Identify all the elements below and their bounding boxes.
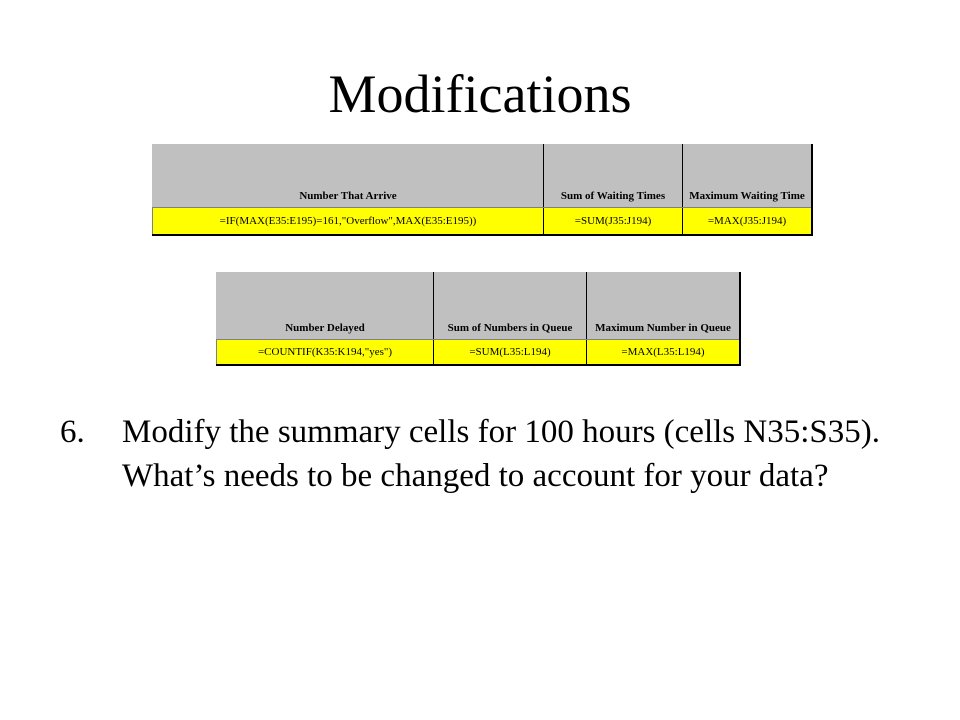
header-row xyxy=(217,272,741,340)
formula-row xyxy=(153,208,813,236)
item-number: 6. xyxy=(60,414,85,450)
instruction-item xyxy=(60,410,920,498)
summary-table-arrivals xyxy=(152,144,813,236)
header-row xyxy=(153,144,813,208)
summary-table-queue xyxy=(216,272,741,366)
slide-title: Modifications xyxy=(328,64,632,124)
formula-cell[interactable]: =IF(MAX(E35:E195)=161,"Overflow",MAX(E35:E195)) xyxy=(153,208,544,236)
item-text: Modify the summary cells for 100 hours (cells N35:S35). What’s needs to be changed to account for your data? xyxy=(122,414,880,494)
formula-cell[interactable]: =MAX(L35:L194) xyxy=(587,340,741,366)
formula-row xyxy=(217,340,741,366)
header-cell: Maximum Waiting Time xyxy=(683,144,813,208)
header-cell: Sum of Numbers in Queue xyxy=(434,272,587,340)
header-cell: Number That Arrive xyxy=(153,144,544,208)
formula-cell[interactable]: =SUM(L35:L194) xyxy=(434,340,587,366)
formula-cell[interactable]: =MAX(J35:J194) xyxy=(683,208,813,236)
header-cell: Sum of Waiting Times xyxy=(544,144,683,208)
formula-cell[interactable]: =COUNTIF(K35:K194,"yes") xyxy=(217,340,434,366)
formula-cell[interactable]: =SUM(J35:J194) xyxy=(544,208,683,236)
header-cell: Number Delayed xyxy=(217,272,434,340)
header-cell: Maximum Number in Queue xyxy=(587,272,741,340)
